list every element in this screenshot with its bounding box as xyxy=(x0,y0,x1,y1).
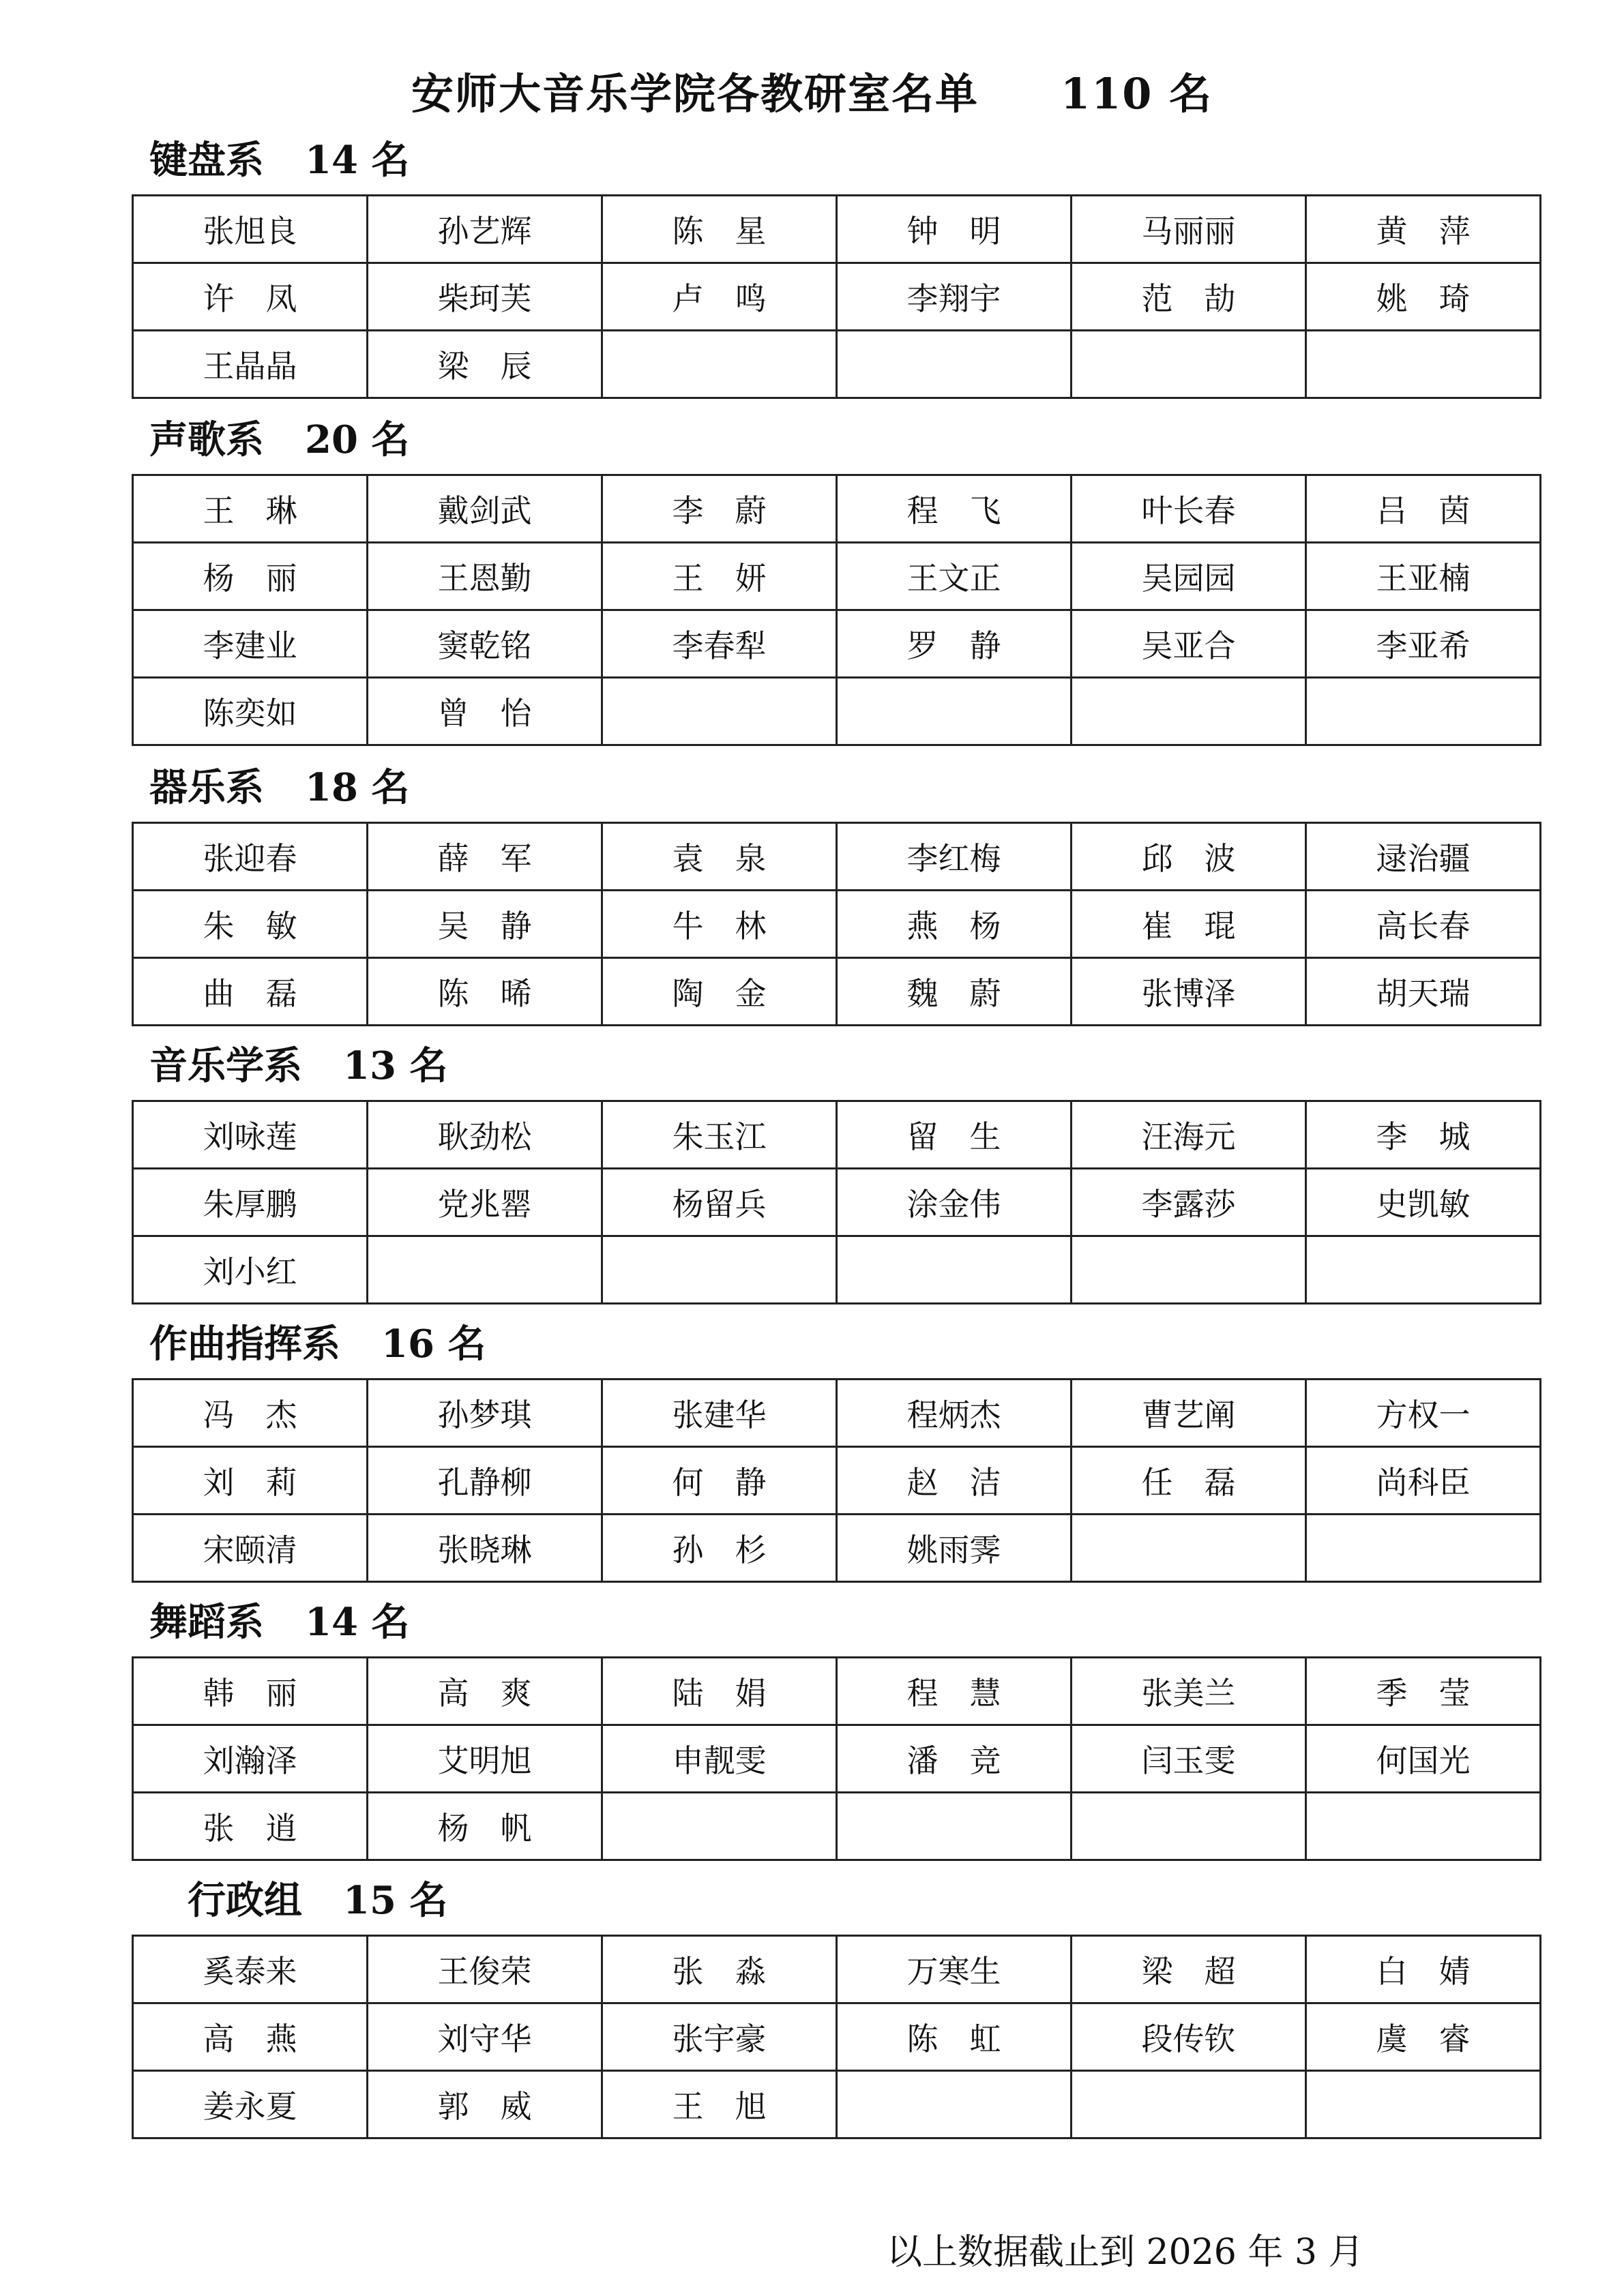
name-cell xyxy=(837,331,1072,398)
table-row xyxy=(133,1725,1541,1793)
name-cell xyxy=(1306,1793,1541,1860)
name-cell: 郭 威 xyxy=(368,2071,602,2138)
name-cell: 白 婧 xyxy=(1306,1936,1541,2003)
name-cell: 闫玉雯 xyxy=(1072,1725,1306,1793)
name-cell: 张 逍 xyxy=(133,1793,368,1860)
name-cell xyxy=(1306,678,1541,745)
name-cell xyxy=(837,2071,1072,2138)
name-cell: 汪海元 xyxy=(1072,1101,1306,1169)
department-count: 14 名 xyxy=(305,1600,410,1645)
table-row xyxy=(133,678,1541,745)
department-count: 18 名 xyxy=(305,765,410,810)
table-row xyxy=(133,331,1541,398)
name-cell: 程 飞 xyxy=(837,475,1072,543)
name-cell: 梁 辰 xyxy=(368,331,602,398)
roster-table xyxy=(132,194,1541,399)
name-cell: 张博泽 xyxy=(1072,958,1306,1026)
department-name: 舞蹈系 xyxy=(149,1600,264,1645)
department-heading xyxy=(132,1032,1541,1100)
name-cell: 李 蔚 xyxy=(602,475,837,543)
name-cell: 张美兰 xyxy=(1072,1658,1306,1725)
name-cell xyxy=(837,678,1072,745)
name-cell: 张建华 xyxy=(602,1380,837,1447)
name-cell: 史凯敏 xyxy=(1306,1169,1541,1236)
name-cell: 孙 杉 xyxy=(602,1515,837,1582)
table-row xyxy=(133,823,1541,891)
roster-table xyxy=(132,822,1541,1026)
name-cell: 陈 星 xyxy=(602,196,837,263)
data-cutoff-note: 以上数据截止到 2026 年 3 月 xyxy=(887,2232,1364,2273)
name-cell: 姚雨霁 xyxy=(837,1515,1072,1582)
table-row xyxy=(133,1793,1541,1860)
table-row xyxy=(133,1101,1541,1169)
name-cell: 马丽丽 xyxy=(1072,196,1306,263)
name-cell: 朱玉江 xyxy=(602,1101,837,1169)
name-cell: 刘小红 xyxy=(133,1236,368,1304)
name-cell: 张宇豪 xyxy=(602,2003,837,2071)
name-cell xyxy=(1072,1515,1306,1582)
name-cell: 季 莹 xyxy=(1306,1658,1541,1725)
name-cell: 戴剑武 xyxy=(368,475,602,543)
table-row xyxy=(133,263,1541,331)
name-cell: 王 妍 xyxy=(602,543,837,610)
name-cell: 高 燕 xyxy=(133,2003,368,2071)
name-cell: 孙艺辉 xyxy=(368,196,602,263)
name-cell: 奚泰来 xyxy=(133,1936,368,2003)
department-section xyxy=(132,126,1541,399)
name-cell: 王俊荣 xyxy=(368,1936,602,2003)
name-cell xyxy=(1072,331,1306,398)
name-cell: 梁 超 xyxy=(1072,1936,1306,2003)
table-row xyxy=(133,196,1541,263)
name-cell xyxy=(1306,1515,1541,1582)
table-row xyxy=(133,1936,1541,2003)
name-cell: 曲 磊 xyxy=(133,958,368,1026)
name-cell: 赵 洁 xyxy=(837,1447,1072,1515)
name-cell: 王晶晶 xyxy=(133,331,368,398)
name-cell: 万寒生 xyxy=(837,1936,1072,2003)
department-heading xyxy=(132,754,1541,822)
department-name: 声歌系 xyxy=(149,417,264,462)
name-cell: 王 旭 xyxy=(602,2071,837,2138)
name-cell xyxy=(1306,331,1541,398)
name-cell: 韩 丽 xyxy=(133,1658,368,1725)
name-cell: 陈 虹 xyxy=(837,2003,1072,2071)
name-cell xyxy=(368,1236,602,1304)
department-section xyxy=(132,754,1541,1026)
name-cell: 张 淼 xyxy=(602,1936,837,2003)
name-cell: 钟 明 xyxy=(837,196,1072,263)
table-row xyxy=(133,2071,1541,2138)
name-cell: 王 琳 xyxy=(133,475,368,543)
name-cell: 李春犁 xyxy=(602,610,837,678)
name-cell: 姚 琦 xyxy=(1306,263,1541,331)
title-text: 安师大音乐学院各教研室名单 xyxy=(411,69,979,119)
roster-table xyxy=(132,474,1541,746)
department-name: 作曲指挥系 xyxy=(149,1322,340,1367)
name-cell: 冯 杰 xyxy=(133,1380,368,1447)
name-cell: 杨 帆 xyxy=(368,1793,602,1860)
name-cell xyxy=(602,1236,837,1304)
name-cell xyxy=(602,331,837,398)
name-cell: 薛 军 xyxy=(368,823,602,891)
name-cell: 范 劼 xyxy=(1072,263,1306,331)
department-heading xyxy=(132,1310,1541,1378)
name-cell: 潘 竞 xyxy=(837,1725,1072,1793)
name-cell: 方权一 xyxy=(1306,1380,1541,1447)
name-cell xyxy=(602,1793,837,1860)
name-cell: 申靓雯 xyxy=(602,1725,837,1793)
name-cell: 王文正 xyxy=(837,543,1072,610)
name-cell: 李 城 xyxy=(1306,1101,1541,1169)
name-cell: 任 磊 xyxy=(1072,1447,1306,1515)
name-cell: 虞 睿 xyxy=(1306,2003,1541,2071)
department-count: 15 名 xyxy=(343,1878,448,1923)
department-name: 键盘系 xyxy=(149,138,264,183)
name-cell: 杨 丽 xyxy=(133,543,368,610)
name-cell: 叶长春 xyxy=(1072,475,1306,543)
name-cell: 刘 莉 xyxy=(133,1447,368,1515)
name-cell xyxy=(837,1236,1072,1304)
name-cell: 耿劲松 xyxy=(368,1101,602,1169)
name-cell: 吕 茵 xyxy=(1306,475,1541,543)
name-cell xyxy=(1306,1236,1541,1304)
name-cell: 燕 杨 xyxy=(837,891,1072,958)
department-name: 行政组 xyxy=(188,1878,302,1923)
name-cell: 朱 敏 xyxy=(133,891,368,958)
table-row xyxy=(133,1236,1541,1304)
name-cell: 陈 晞 xyxy=(368,958,602,1026)
name-cell: 许 凤 xyxy=(133,263,368,331)
name-cell: 张晓琳 xyxy=(368,1515,602,1582)
department-section xyxy=(132,1032,1541,1304)
name-cell: 柴珂芙 xyxy=(368,263,602,331)
name-cell: 李建业 xyxy=(133,610,368,678)
table-row xyxy=(133,1658,1541,1725)
name-cell: 陶 金 xyxy=(602,958,837,1026)
name-cell: 卢 鸣 xyxy=(602,263,837,331)
table-row xyxy=(133,891,1541,958)
name-cell xyxy=(1072,1793,1306,1860)
table-row xyxy=(133,1515,1541,1582)
name-cell: 留 生 xyxy=(837,1101,1072,1169)
department-heading xyxy=(132,406,1541,474)
name-cell: 王亚楠 xyxy=(1306,543,1541,610)
name-cell: 魏 蔚 xyxy=(837,958,1072,1026)
name-cell: 党兆罂 xyxy=(368,1169,602,1236)
department-section xyxy=(132,1588,1541,1861)
name-cell: 朱厚鹏 xyxy=(133,1169,368,1236)
name-cell: 程炳杰 xyxy=(837,1380,1072,1447)
name-cell: 张迎春 xyxy=(133,823,368,891)
table-row xyxy=(133,1380,1541,1447)
name-cell: 艾明旭 xyxy=(368,1725,602,1793)
name-cell: 何国光 xyxy=(1306,1725,1541,1793)
name-cell: 吴亚合 xyxy=(1072,610,1306,678)
table-row xyxy=(133,610,1541,678)
table-row xyxy=(133,1447,1541,1515)
table-row xyxy=(133,543,1541,610)
name-cell: 张旭良 xyxy=(133,196,368,263)
name-cell: 陆 娟 xyxy=(602,1658,837,1725)
name-cell: 姜永夏 xyxy=(133,2071,368,2138)
name-cell xyxy=(1072,1236,1306,1304)
name-cell: 逯治疆 xyxy=(1306,823,1541,891)
name-cell xyxy=(602,678,837,745)
name-cell: 宋颐清 xyxy=(133,1515,368,1582)
roster-table xyxy=(132,1935,1541,2139)
department-name: 音乐学系 xyxy=(149,1043,302,1088)
name-cell: 陈奕如 xyxy=(133,678,368,745)
name-cell: 高 爽 xyxy=(368,1658,602,1725)
table-row xyxy=(133,2003,1541,2071)
department-heading xyxy=(132,1866,1541,1935)
department-count: 20 名 xyxy=(305,417,410,462)
name-cell: 李翔宇 xyxy=(837,263,1072,331)
department-section xyxy=(132,406,1541,746)
name-cell: 王恩勤 xyxy=(368,543,602,610)
name-cell: 李红梅 xyxy=(837,823,1072,891)
name-cell: 段传钦 xyxy=(1072,2003,1306,2071)
roster-table xyxy=(132,1100,1541,1304)
name-cell: 吴园园 xyxy=(1072,543,1306,610)
table-row xyxy=(133,475,1541,543)
department-heading xyxy=(132,1588,1541,1656)
name-cell xyxy=(1306,2071,1541,2138)
name-cell: 吴 静 xyxy=(368,891,602,958)
name-cell: 牛 林 xyxy=(602,891,837,958)
name-cell: 杨留兵 xyxy=(602,1169,837,1236)
table-row xyxy=(133,1169,1541,1236)
name-cell: 崔 琨 xyxy=(1072,891,1306,958)
name-cell xyxy=(1072,2071,1306,2138)
roster-table xyxy=(132,1656,1541,1861)
name-cell: 邱 波 xyxy=(1072,823,1306,891)
name-cell: 高长春 xyxy=(1306,891,1541,958)
name-cell: 程 慧 xyxy=(837,1658,1072,1725)
name-cell: 黄 萍 xyxy=(1306,196,1541,263)
name-cell: 李露莎 xyxy=(1072,1169,1306,1236)
name-cell: 曾 怡 xyxy=(368,678,602,745)
name-cell: 刘瀚泽 xyxy=(133,1725,368,1793)
department-count: 14 名 xyxy=(305,138,410,183)
name-cell: 罗 静 xyxy=(837,610,1072,678)
department-section xyxy=(132,1866,1541,2139)
name-cell: 孙梦琪 xyxy=(368,1380,602,1447)
name-cell: 涂金伟 xyxy=(837,1169,1072,1236)
name-cell xyxy=(1072,678,1306,745)
name-cell: 曹艺阐 xyxy=(1072,1380,1306,1447)
name-cell: 尚科臣 xyxy=(1306,1447,1541,1515)
name-cell: 胡天瑞 xyxy=(1306,958,1541,1026)
roster-table xyxy=(132,1378,1541,1583)
department-section xyxy=(132,1310,1541,1583)
name-cell: 袁 泉 xyxy=(602,823,837,891)
total-count: 110 名 xyxy=(1061,69,1213,119)
department-count: 13 名 xyxy=(343,1043,448,1088)
page-title xyxy=(0,60,1624,121)
name-cell: 何 静 xyxy=(602,1447,837,1515)
department-heading xyxy=(132,126,1541,194)
name-cell: 孔静柳 xyxy=(368,1447,602,1515)
name-cell: 刘咏莲 xyxy=(133,1101,368,1169)
name-cell: 李亚希 xyxy=(1306,610,1541,678)
name-cell: 窦乾铭 xyxy=(368,610,602,678)
department-name: 器乐系 xyxy=(149,765,264,810)
department-count: 16 名 xyxy=(381,1322,486,1367)
name-cell: 刘守华 xyxy=(368,2003,602,2071)
table-row xyxy=(133,958,1541,1026)
name-cell xyxy=(837,1793,1072,1860)
